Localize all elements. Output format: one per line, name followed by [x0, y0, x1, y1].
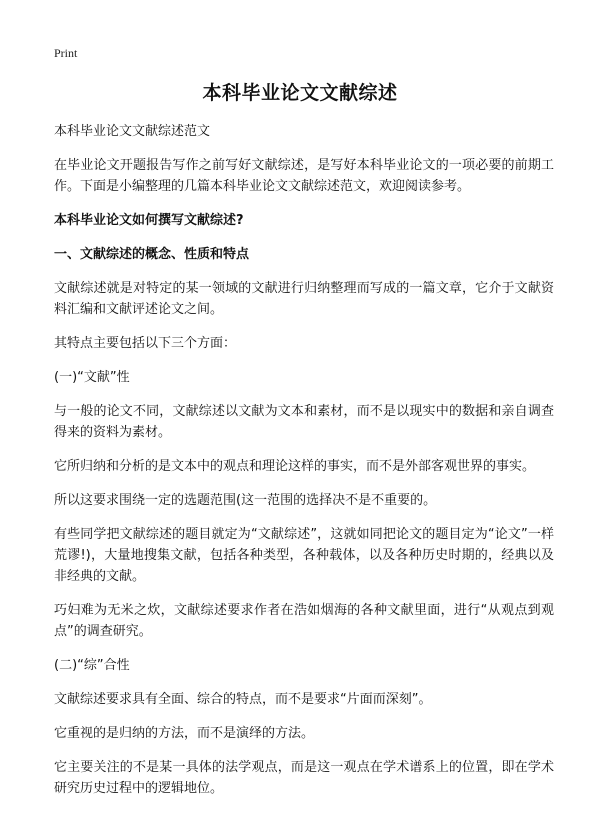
paragraph-topic-scope: 所以这要求围绕一定的选题范围(这一范围的选择决不是不重要的。 — [54, 493, 437, 508]
section-heading-concept: 一、文献综述的概念、性质和特点 — [54, 247, 250, 262]
paragraph-research-method: 巧妇难为无米之炊，文献综述要求作者在浩如烟海的各种文献里面，进行“从观点到观点”的调查研究。 — [54, 603, 554, 639]
subheading-literature-nature: (一)“文献”性 — [54, 370, 130, 385]
section-heading-how-to-write: 本科毕业论文如何撰写文献综述? — [54, 213, 244, 228]
paragraph-facts-in-text: 它所归纳和分析的是文本中的观点和理论这样的事实，而不是外部客观世界的事实。 — [54, 459, 536, 474]
document-title: 本科毕业论文文献综述 — [202, 82, 398, 104]
paragraph-academic-position: 它主要关注的不是某一具体的法学观点，而是这一观点在学术谱系上的位置，即在学术研究历史过程中的逻辑地位。 — [54, 760, 554, 796]
paragraph-intro: 在毕业论文开题报告写作之前写好文献综述，是写好本科毕业论文的一项必要的前期工作。下面是小编整理的几篇本科毕业论文文献综述范文，欢迎阅读参考。 — [54, 158, 554, 194]
paragraph-comprehensive-requirement: 文献综述要求具有全面、综合的特点，而不是要求“片面而深刻”。 — [54, 692, 432, 707]
paragraph-text-as-material: 与一般的论文不同，文献综述以文献为文本和素材，而不是以现实中的数据和亲自调查得来的资料为素材。 — [54, 404, 554, 440]
paragraph-collect-literature: 有些同学把文献综述的题目就定为“文献综述”，这就如同把论文的题目定为“论文”一样荒谬!)，大量地搜集文献，包括各种类型，各种载体，以及各种历史时期的，经典以及非经典的文献。 — [54, 527, 554, 584]
paragraph-definition: 文献综述就是对特定的某一领域的文献进行归纳整理而写成的一篇文章，它介于文献资料汇编和文献评述论文之间。 — [54, 281, 554, 317]
subheading-comprehensive-nature: (二)“综”合性 — [54, 658, 130, 673]
paragraph-inductive-method: 它重视的是归纳的方法，而不是演绎的方法。 — [54, 726, 315, 741]
print-link[interactable]: Print — [54, 46, 78, 60]
document-body — [54, 121, 554, 812]
paragraph-features-intro: 其特点主要包括以下三个方面： — [54, 336, 237, 351]
paragraph-subtitle: 本科毕业论文文献综述范文 — [54, 124, 211, 139]
